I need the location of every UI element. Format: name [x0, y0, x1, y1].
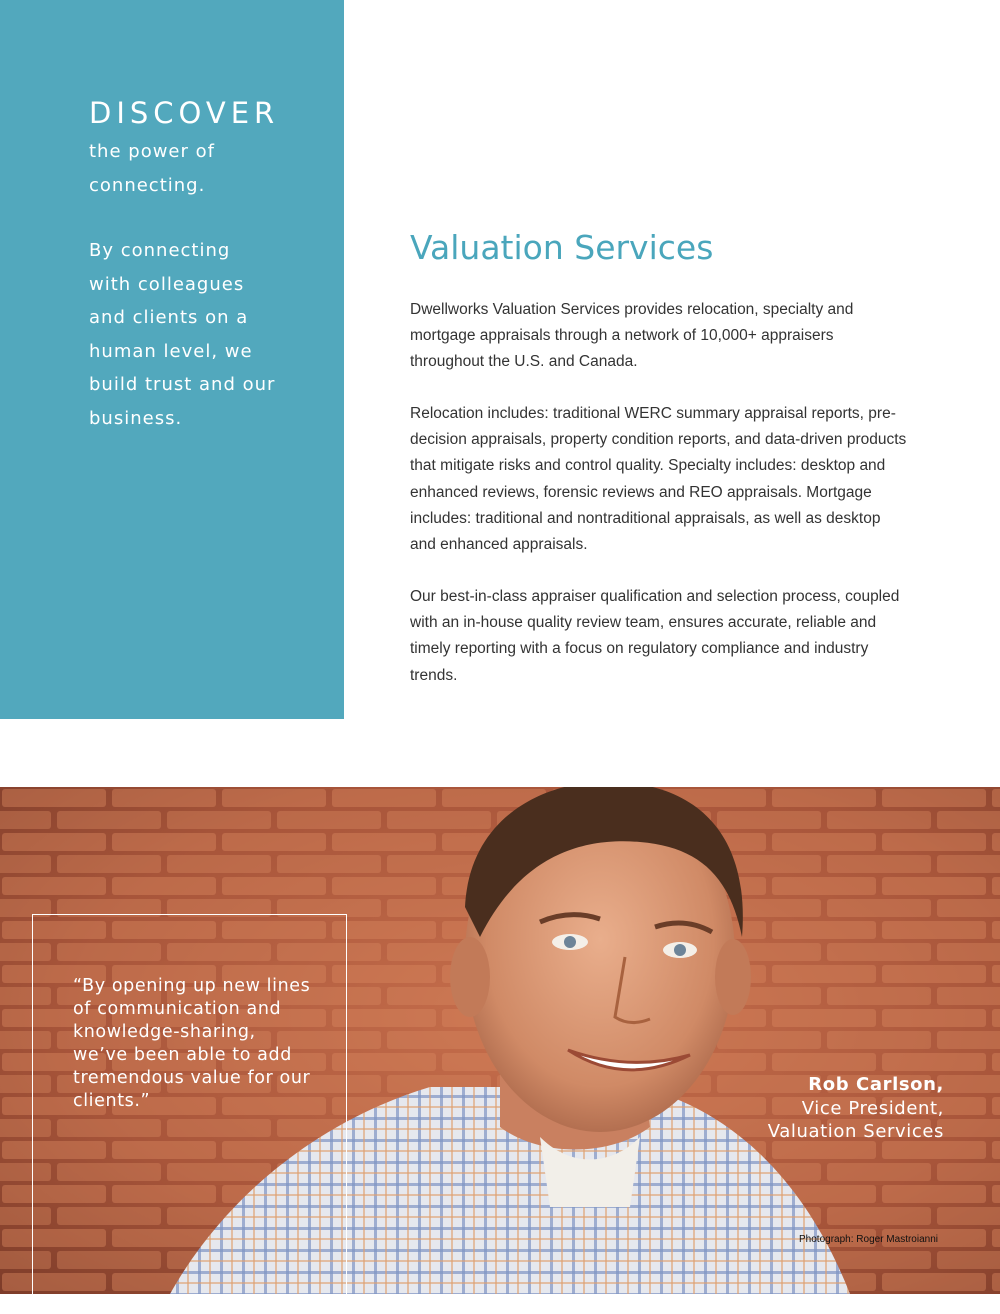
tagline-line: connecting. [89, 174, 206, 196]
tagline-line: the power of [89, 141, 215, 162]
sidebar-body-line: build trust and our [89, 374, 276, 395]
services-paragraph: Relocation includes: traditional WERC summary appraisal reports, pre-decision appraisals, property condition reports, and data-driven products that mitigate risks and control quality. Specialty includes: desktop and enhanced reviews, forensic reviews and REO appraisals. Mortgage includes: traditional and nontraditional appraisals, as well as desktop and enhanced appraisals. [410, 405, 907, 554]
sidebar-body-line: business. [89, 407, 183, 429]
intro-paragraph: Dwellworks Valuation Services provides relocation, specialty and mortgage appraisals through a network of 10,000+ appraisers throughout the U.S. and Canada. [410, 301, 854, 371]
person-role: Vice President, [801, 1097, 944, 1119]
page-title: Valuation Services [410, 228, 714, 267]
process-paragraph: Our best-in-class appraiser qualification and selection process, coupled with an in-house quality review team, ensures accurate, reliable and timely reporting with a focus on regulatory compliance and industry trends. [410, 588, 900, 684]
discover-heading: DISCOVER [89, 96, 280, 130]
sidebar-body-line: By connecting [89, 240, 231, 261]
person-name: Rob Carlson, [808, 1074, 944, 1095]
pull-quote: “By opening up new lines of communication and knowledge-sharing, we’ve been able to add tremendous value for our clients.” [73, 976, 311, 1111]
sidebar-body-line: and clients on a [89, 307, 249, 328]
sidebar-tagline [89, 135, 289, 202]
quote-attribution [768, 1073, 944, 1144]
sidebar-body-text [89, 234, 289, 435]
photo-credit: Photograph: Roger Mastroianni [799, 1234, 938, 1245]
sidebar-body-line: human level, we [89, 340, 253, 362]
sidebar-body-line: with colleagues [89, 273, 245, 295]
quote-frame [32, 914, 347, 1314]
person-department: Valuation Services [767, 1121, 944, 1142]
